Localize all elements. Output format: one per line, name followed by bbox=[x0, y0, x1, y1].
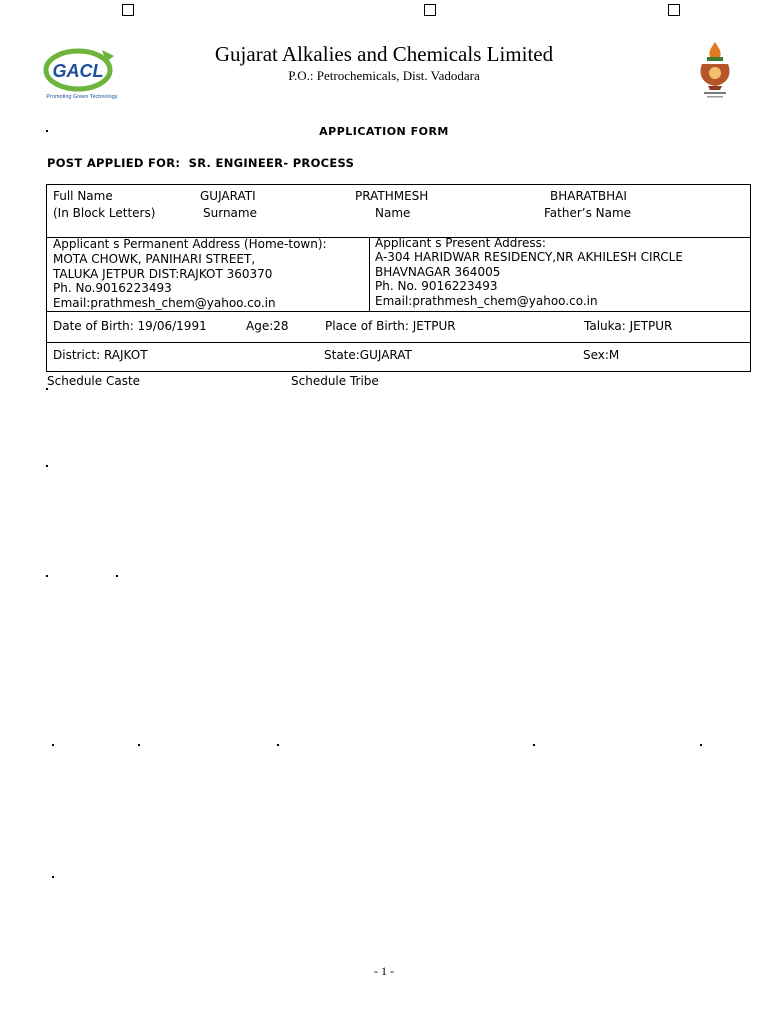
dot-marker bbox=[46, 575, 48, 577]
checkbox-left[interactable] bbox=[122, 4, 134, 16]
dot-marker bbox=[700, 744, 702, 746]
permanent-address-line2: TALUKA JETPUR DIST:RAJKOT 360370 bbox=[53, 267, 273, 281]
permanent-address-line1: MOTA CHOWK, PANIHARI STREET, bbox=[53, 252, 256, 266]
row-divider-3 bbox=[46, 342, 751, 343]
checkbox-middle[interactable] bbox=[424, 4, 436, 16]
present-address-label: Applicant s Present Address: bbox=[375, 236, 546, 250]
company-name: Gujarat Alkalies and Chemicals Limited bbox=[214, 42, 554, 66]
post-label: POST APPLIED FOR: bbox=[47, 156, 181, 170]
name-label: Name bbox=[375, 206, 411, 220]
sex: Sex:M bbox=[583, 348, 620, 362]
date-of-birth: Date of Birth: 19/06/1991 bbox=[53, 319, 207, 333]
logo-text: GACL bbox=[52, 61, 104, 81]
company-address: P.O.: Petrochemicals, Dist. Vadodara bbox=[288, 68, 480, 83]
schedule-tribe-label: Schedule Tribe bbox=[291, 374, 379, 388]
dot-marker bbox=[52, 744, 54, 746]
age: Age:28 bbox=[246, 319, 289, 333]
district: District: RAJKOT bbox=[53, 348, 148, 362]
dot-marker bbox=[46, 388, 48, 390]
dot-marker bbox=[116, 575, 118, 577]
dot-marker bbox=[277, 744, 279, 746]
schedule-caste-label: Schedule Caste bbox=[47, 374, 141, 388]
kalash-emblem-icon bbox=[694, 40, 736, 100]
permanent-phone: Ph. No.9016223493 bbox=[53, 281, 172, 295]
place-of-birth: Place of Birth: JETPUR bbox=[325, 319, 456, 333]
present-email: Email:prathmesh_chem@yahoo.co.in bbox=[375, 294, 598, 308]
surname-label: Surname bbox=[203, 206, 257, 220]
father-name-label: Father’s Name bbox=[544, 206, 632, 220]
post-value: SR. ENGINEER- PROCESS bbox=[188, 156, 355, 170]
present-address-line2: BHAVNAGAR 364005 bbox=[375, 265, 501, 279]
dot-marker bbox=[46, 130, 48, 132]
present-address-line1: A-304 HARIDWAR RESIDENCY,NR AKHILESH CIRCLE bbox=[375, 250, 683, 264]
form-title: APPLICATION FORM bbox=[319, 125, 449, 138]
permanent-address-label: Applicant s Permanent Address (Home-town): bbox=[53, 237, 327, 251]
post-applied bbox=[47, 156, 354, 170]
logo-tagline: Promoting Green Technology bbox=[46, 94, 118, 100]
present-phone: Ph. No. 9016223493 bbox=[375, 279, 498, 293]
taluka: Taluka: JETPUR bbox=[584, 319, 673, 333]
block-letters-label: (In Block Letters) bbox=[53, 206, 156, 220]
dot-marker bbox=[138, 744, 140, 746]
dot-marker bbox=[52, 876, 54, 878]
father-name-value: BHARATBHAI bbox=[550, 189, 627, 203]
full-name-label: Full Name bbox=[53, 189, 113, 203]
dot-marker bbox=[533, 744, 535, 746]
dot-marker bbox=[46, 465, 48, 467]
state: State:GUJARAT bbox=[324, 348, 412, 362]
emblem bbox=[694, 40, 736, 100]
row-divider-2 bbox=[46, 311, 751, 312]
name-value: PRATHMESH bbox=[355, 189, 429, 203]
permanent-email: Email:prathmesh_chem@yahoo.co.in bbox=[53, 296, 276, 310]
checkbox-right[interactable] bbox=[668, 4, 680, 16]
address-column-divider bbox=[369, 237, 370, 311]
page-number: - 1 - bbox=[374, 964, 394, 978]
surname-value: GUJARATI bbox=[200, 189, 256, 203]
